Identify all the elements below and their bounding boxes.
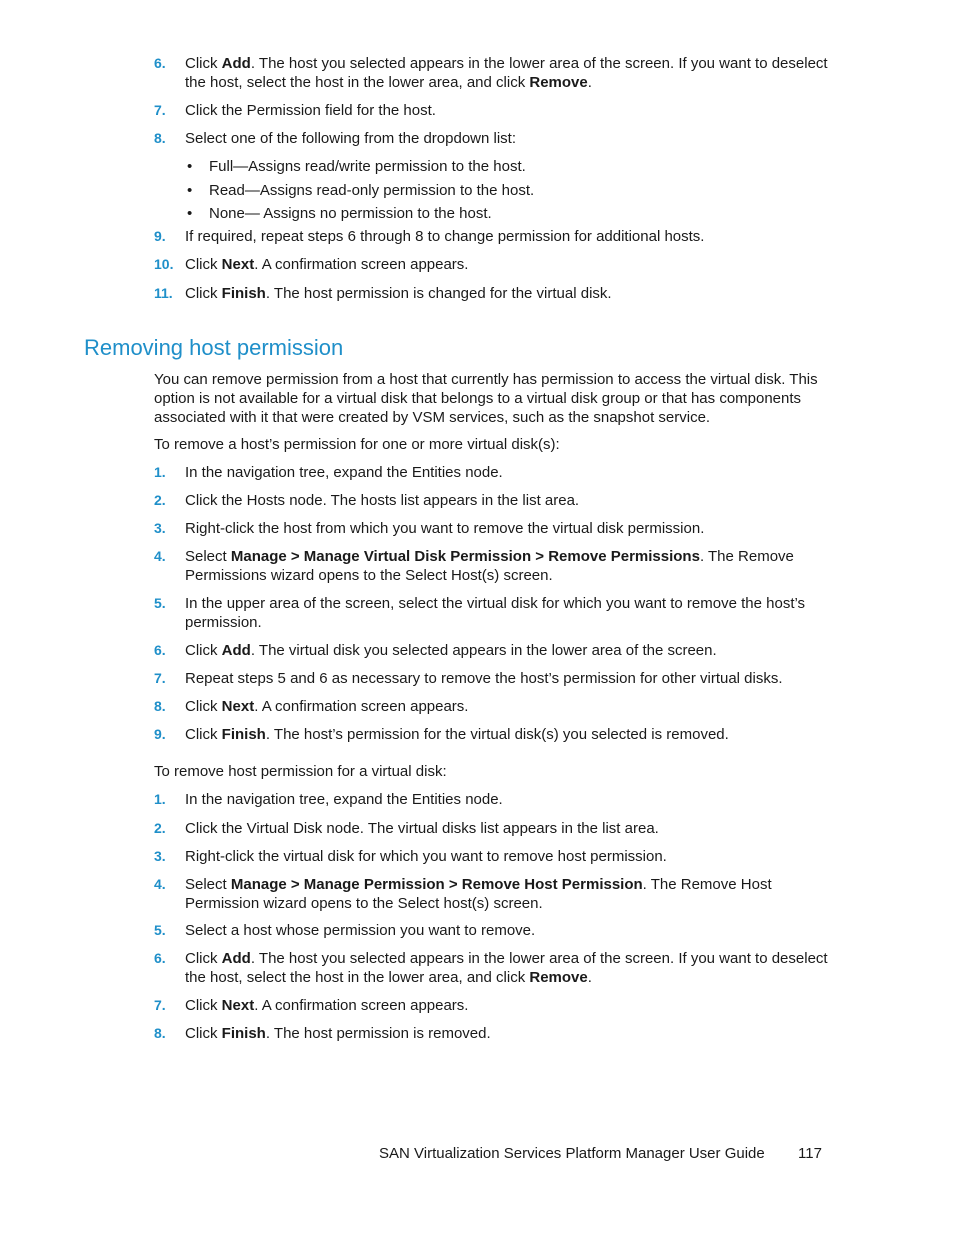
footer-guide-title: SAN Virtualization Services Platform Manager User Guide <box>379 1145 765 1162</box>
step-number: 11. <box>154 285 173 301</box>
step-text: Click the Virtual Disk node. The virtual disks list appears in the list area. <box>185 820 659 837</box>
step-text: Select Manage > Manage Virtual Disk Permission > Remove Permissions. The Remove Permissions wizard opens to the Select Host(s) screen. <box>185 548 794 584</box>
step-number: 10. <box>154 256 174 272</box>
step-number: 7. <box>154 670 166 686</box>
step-number: 9. <box>154 726 166 742</box>
section-heading: Removing host permission <box>84 335 344 360</box>
procedure-lead: To remove host permission for a virtual disk: <box>154 763 447 780</box>
step-number: 5. <box>154 922 166 938</box>
step-number: 1. <box>154 464 166 480</box>
step-number: 5. <box>154 595 166 611</box>
step-text: Select one of the following from the dropdown list: <box>185 130 517 147</box>
step-number: 7. <box>154 997 166 1013</box>
bullet-dot: • <box>187 182 193 199</box>
step-number: 6. <box>154 55 166 71</box>
step-text: Click Add. The host you selected appears in the lower area of the screen. If you want to deselect the host, select the host in the lower area, and click Remove. <box>185 55 828 91</box>
bullet-dot: • <box>187 158 193 175</box>
step-text: Click Finish. The host permission is removed. <box>185 1025 491 1042</box>
step-text: Select a host whose permission you want to remove. <box>185 922 536 939</box>
step-number: 7. <box>154 102 166 118</box>
step-text: Click Finish. The host permission is changed for the virtual disk. <box>185 285 612 302</box>
intro-paragraph: You can remove permission from a host that currently has permission to access the virtual disk. This option is not available for a virtual disk that belongs to a virtual disk group or that has components associated with it that were created by VSM services, such as the snapshot service. <box>154 371 818 426</box>
procedure-lead: To remove a host’s permission for one or more virtual disk(s): <box>154 436 560 453</box>
bullet-text: Read—Assigns read-only permission to the host. <box>209 182 535 199</box>
bullet-text: Full—Assigns read/write permission to the host. <box>209 158 526 175</box>
step-text: Click the Hosts node. The hosts list appears in the list area. <box>185 492 580 509</box>
step-number: 6. <box>154 642 166 658</box>
step-number: 1. <box>154 791 166 807</box>
step-text: Right-click the host from which you want to remove the virtual disk permission. <box>185 520 705 537</box>
step-number: 2. <box>154 492 166 508</box>
step-text: In the navigation tree, expand the Entities node. <box>185 791 503 808</box>
bullet-text: None— Assigns no permission to the host. <box>209 205 492 222</box>
step-number: 4. <box>154 548 166 564</box>
step-text: Select Manage > Manage Permission > Remove Host Permission. The Remove Host Permission wizard opens to the Select host(s) screen. <box>185 876 772 912</box>
step-number: 8. <box>154 1025 166 1041</box>
step-text: Click Next. A confirmation screen appears. <box>185 256 469 273</box>
step-number: 9. <box>154 228 166 244</box>
step-text: Click Finish. The host’s permission for the virtual disk(s) you selected is removed. <box>185 726 729 743</box>
step-text: If required, repeat steps 6 through 8 to change permission for additional hosts. <box>185 228 705 245</box>
step-number: 2. <box>154 820 166 836</box>
footer-page-number: 117 <box>798 1145 822 1162</box>
step-number: 4. <box>154 876 166 892</box>
step-number: 3. <box>154 848 166 864</box>
step-text: Click Add. The host you selected appears in the lower area of the screen. If you want to deselect the host, select the host in the lower area, and click Remove. <box>185 950 828 986</box>
step-number: 3. <box>154 520 166 536</box>
step-text: In the upper area of the screen, select the virtual disk for which you want to remove the host’s permission. <box>185 595 806 631</box>
step-text: Repeat steps 5 and 6 as necessary to remove the host’s permission for other virtual disks. <box>185 670 783 687</box>
bullet-dot: • <box>187 205 193 222</box>
step-number: 8. <box>154 130 166 146</box>
step-text: Click Next. A confirmation screen appears. <box>185 997 469 1014</box>
step-text: In the navigation tree, expand the Entities node. <box>185 464 503 481</box>
step-number: 6. <box>154 950 166 966</box>
step-text: Click the Permission field for the host. <box>185 102 436 119</box>
step-text: Click Add. The virtual disk you selected appears in the lower area of the screen. <box>185 642 717 659</box>
step-text: Right-click the virtual disk for which you want to remove host permission. <box>185 848 667 865</box>
step-text: Click Next. A confirmation screen appears. <box>185 698 469 715</box>
step-number: 8. <box>154 698 166 714</box>
